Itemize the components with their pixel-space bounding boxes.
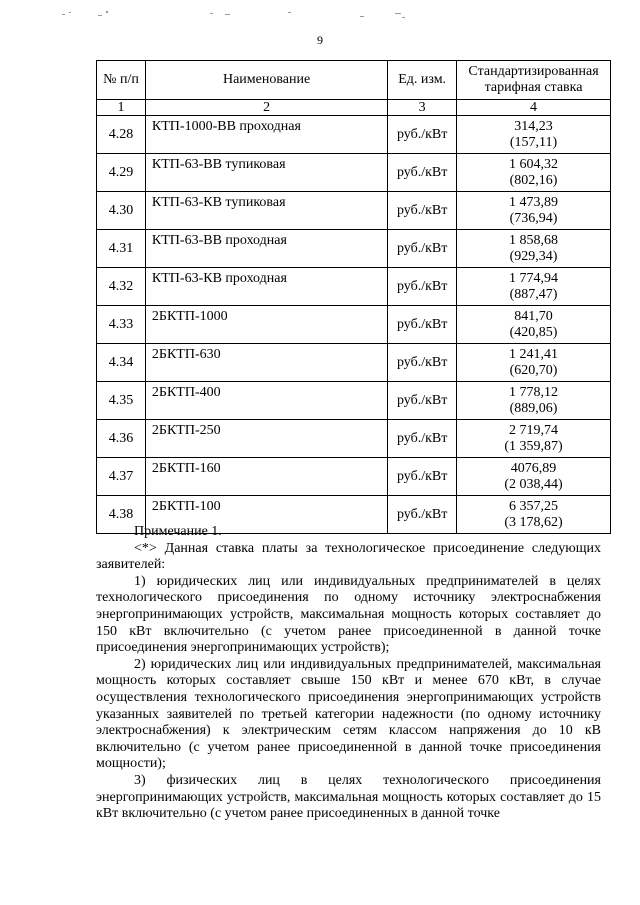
row-name: 2БКТП-100	[145, 496, 387, 534]
row-unit: руб./кВт	[388, 458, 457, 496]
rate-value: 1 774,94	[509, 270, 559, 286]
column-index-row	[97, 100, 611, 116]
row-name: КТП-63-ВВ тупиковая	[145, 154, 387, 192]
row-name: 2БКТП-160	[145, 458, 387, 496]
column-index: 2	[145, 100, 387, 116]
row-name: 2БКТП-250	[145, 420, 387, 458]
row-name: КТП-63-ВВ проходная	[145, 230, 387, 268]
rate-value: 6 357,25	[509, 498, 559, 514]
row-num: 4.32	[97, 268, 146, 306]
row-num: 4.30	[97, 192, 146, 230]
table-header-row	[97, 61, 611, 100]
note-paragraph: 2) юридических лиц или индивидуальных предпринимателей, максимальная мощность которых составляет свыше 150 кВт и менее 670 кВт, в случае осуществления технологического присоединения энергопринимающих устройств указанных заявителей по третьей категории надежности (по одному источнику электроснабжения) к электрическим сетям классом напряжения до 10 кВ включительно (с учетом ранее присоединенной в данной точке присоединения мощности);	[96, 656, 601, 772]
page-number: 9	[317, 33, 323, 47]
rate-alt-value: (929,34)	[509, 248, 558, 264]
rate-value: 841,70	[514, 308, 553, 324]
row-unit: руб./кВт	[388, 154, 457, 192]
row-name: 2БКТП-1000	[145, 306, 387, 344]
table-row	[97, 420, 611, 458]
rate-alt-value: (420,85)	[509, 324, 558, 340]
column-index: 4	[457, 100, 611, 116]
table-row	[97, 154, 611, 192]
notes-section	[96, 524, 601, 823]
row-num: 4.34	[97, 344, 146, 382]
rate-alt-value: (802,16)	[509, 172, 558, 188]
scan-artifacts	[60, 8, 420, 22]
row-rate	[457, 420, 611, 458]
row-name: КТП-63-КВ проходная	[145, 268, 387, 306]
row-num: 4.33	[97, 306, 146, 344]
rate-value: 1 778,12	[509, 384, 559, 400]
rate-alt-value: (889,06)	[509, 400, 558, 416]
rate-value: 1 858,68	[509, 232, 559, 248]
rate-alt-value: (620,70)	[509, 362, 558, 378]
column-index: 1	[97, 100, 146, 116]
column-index: 3	[388, 100, 457, 116]
rate-alt-value: (157,11)	[509, 134, 558, 150]
row-num: 4.38	[97, 496, 146, 534]
row-unit: руб./кВт	[388, 116, 457, 154]
row-unit: руб./кВт	[388, 496, 457, 534]
row-rate	[457, 154, 611, 192]
row-rate	[457, 344, 611, 382]
note-paragraph: <*> Данная ставка платы за технологическое присоединение следующих заявителей:	[96, 540, 601, 573]
row-name: 2БКТП-630	[145, 344, 387, 382]
table-row	[97, 116, 611, 154]
row-num: 4.29	[97, 154, 146, 192]
row-name: КТП-63-КВ тупиковая	[145, 192, 387, 230]
row-name: КТП-1000-ВВ проходная	[145, 116, 387, 154]
rate-alt-value: (1 359,87)	[504, 438, 563, 454]
row-rate	[457, 230, 611, 268]
rate-value: 1 604,32	[509, 156, 559, 172]
table-row	[97, 192, 611, 230]
table-row	[97, 458, 611, 496]
note-paragraph: 3) физических лиц в целях технологического присоединения энергопринимающих устройств, максимальная мощность которых составляет до 15 кВт включительно (с учетом ранее присоединенных в данной точке	[96, 772, 601, 822]
row-unit: руб./кВт	[388, 420, 457, 458]
row-unit: руб./кВт	[388, 382, 457, 420]
rate-value: 1 473,89	[509, 194, 559, 210]
table-row	[97, 268, 611, 306]
header-name: Наименование	[145, 61, 387, 100]
rate-value: 1 241,41	[509, 346, 559, 362]
row-unit: руб./кВт	[388, 306, 457, 344]
row-num: 4.37	[97, 458, 146, 496]
table-row	[97, 230, 611, 268]
row-unit: руб./кВт	[388, 268, 457, 306]
rate-value: 4076,89	[510, 460, 557, 476]
row-rate	[457, 382, 611, 420]
row-num: 4.28	[97, 116, 146, 154]
row-rate	[457, 458, 611, 496]
table-row	[97, 382, 611, 420]
row-rate	[457, 268, 611, 306]
row-name: 2БКТП-400	[145, 382, 387, 420]
rate-alt-value: (736,94)	[509, 210, 558, 226]
row-num: 4.31	[97, 230, 146, 268]
rate-alt-value: (2 038,44)	[504, 476, 563, 492]
table-row	[97, 306, 611, 344]
table-row	[97, 344, 611, 382]
note-paragraph: 1) юридических лиц или индивидуальных предпринимателей в целях технологического присоединения по одному источнику электроснабжения энергопринимающих устройств, максимальная мощность которых составляет до 150 кВт включительно (с учетом ранее присоединенной в данной точке присоединения энергопринимающих устройств);	[96, 573, 601, 656]
header-rate: Стандартизированная тарифная ставка	[457, 61, 611, 100]
header-num: № п/п	[97, 61, 146, 100]
rate-value: 314,23	[514, 118, 553, 134]
row-num: 4.35	[97, 382, 146, 420]
row-rate	[457, 192, 611, 230]
header-unit: Ед. изм.	[388, 61, 457, 100]
row-unit: руб./кВт	[388, 230, 457, 268]
row-rate	[457, 306, 611, 344]
row-num: 4.36	[97, 420, 146, 458]
note-title: Примечание 1.	[134, 524, 222, 539]
rate-value: 2 719,74	[509, 422, 559, 438]
row-rate	[457, 116, 611, 154]
row-unit: руб./кВт	[388, 192, 457, 230]
tariff-table	[96, 60, 611, 534]
rate-alt-value: (887,47)	[509, 286, 558, 302]
rate-alt-value: (3 178,62)	[504, 514, 563, 530]
row-unit: руб./кВт	[388, 344, 457, 382]
